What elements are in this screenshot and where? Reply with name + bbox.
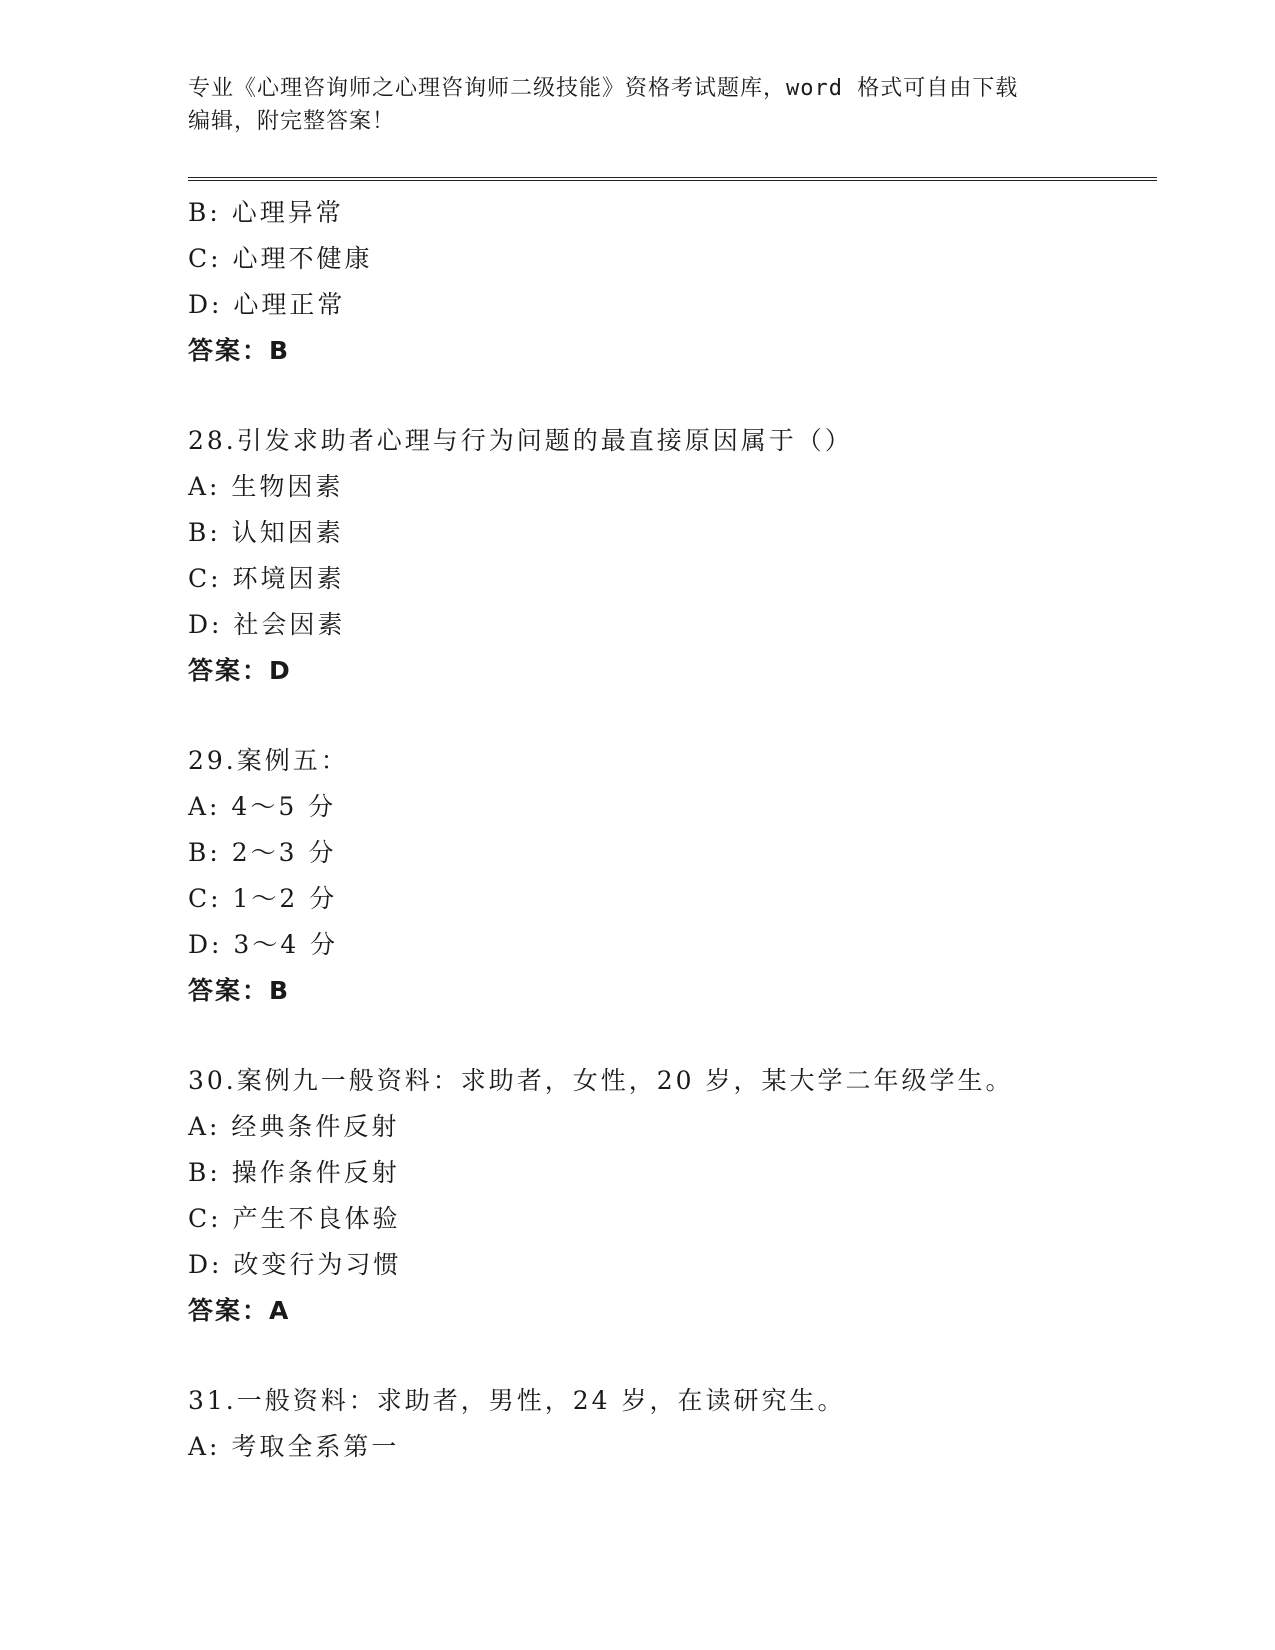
answer: 答案：B bbox=[188, 336, 291, 365]
header-line-2: 编辑，附完整答案！ bbox=[188, 109, 396, 134]
option-a: A: 4～5 分 bbox=[188, 792, 337, 821]
option-d: D: 3～4 分 bbox=[188, 930, 339, 959]
option-d: D: 改变行为习惯 bbox=[188, 1250, 402, 1279]
document-header bbox=[188, 72, 1068, 138]
header-line-1: 专业《心理咨询师之心理咨询师二级技能》资格考试题库，word 格式可自由下载 bbox=[188, 76, 1019, 101]
question-30 bbox=[188, 1058, 1157, 1334]
option-c: C: 心理不健康 bbox=[188, 244, 373, 273]
option-a: A: 考取全系第一 bbox=[188, 1432, 400, 1461]
question-text: 29.案例五： bbox=[188, 746, 349, 775]
option-c: C: 产生不良体验 bbox=[188, 1204, 401, 1233]
question-list bbox=[188, 190, 1157, 1470]
answer: 答案：D bbox=[188, 656, 292, 685]
answer: 答案：B bbox=[188, 976, 291, 1005]
question-29 bbox=[188, 738, 1157, 1014]
option-b: B: 2～3 分 bbox=[188, 838, 337, 867]
option-a: A: 经典条件反射 bbox=[188, 1112, 400, 1141]
question-text: 28.引发求助者心理与行为问题的最直接原因属于（） bbox=[188, 426, 853, 455]
option-a: A: 生物因素 bbox=[188, 472, 344, 501]
option-b: B: 操作条件反射 bbox=[188, 1158, 400, 1187]
option-d: D: 社会因素 bbox=[188, 610, 346, 639]
option-c: C: 1～2 分 bbox=[188, 884, 338, 913]
question-31 bbox=[188, 1378, 1157, 1470]
answer: 答案：A bbox=[188, 1296, 291, 1325]
option-b: B: 心理异常 bbox=[188, 198, 344, 227]
option-c: C: 环境因素 bbox=[188, 564, 345, 593]
question-text: 30.案例九一般资料：求助者，女性，20 岁，某大学二年级学生。 bbox=[188, 1066, 1014, 1095]
question-28 bbox=[188, 418, 1157, 694]
header-divider bbox=[188, 177, 1157, 181]
question-text: 31.一般资料：求助者，男性，24 岁，在读研究生。 bbox=[188, 1386, 846, 1415]
option-d: D: 心理正常 bbox=[188, 290, 346, 319]
option-b: B: 认知因素 bbox=[188, 518, 344, 547]
question-27 bbox=[188, 190, 1157, 374]
